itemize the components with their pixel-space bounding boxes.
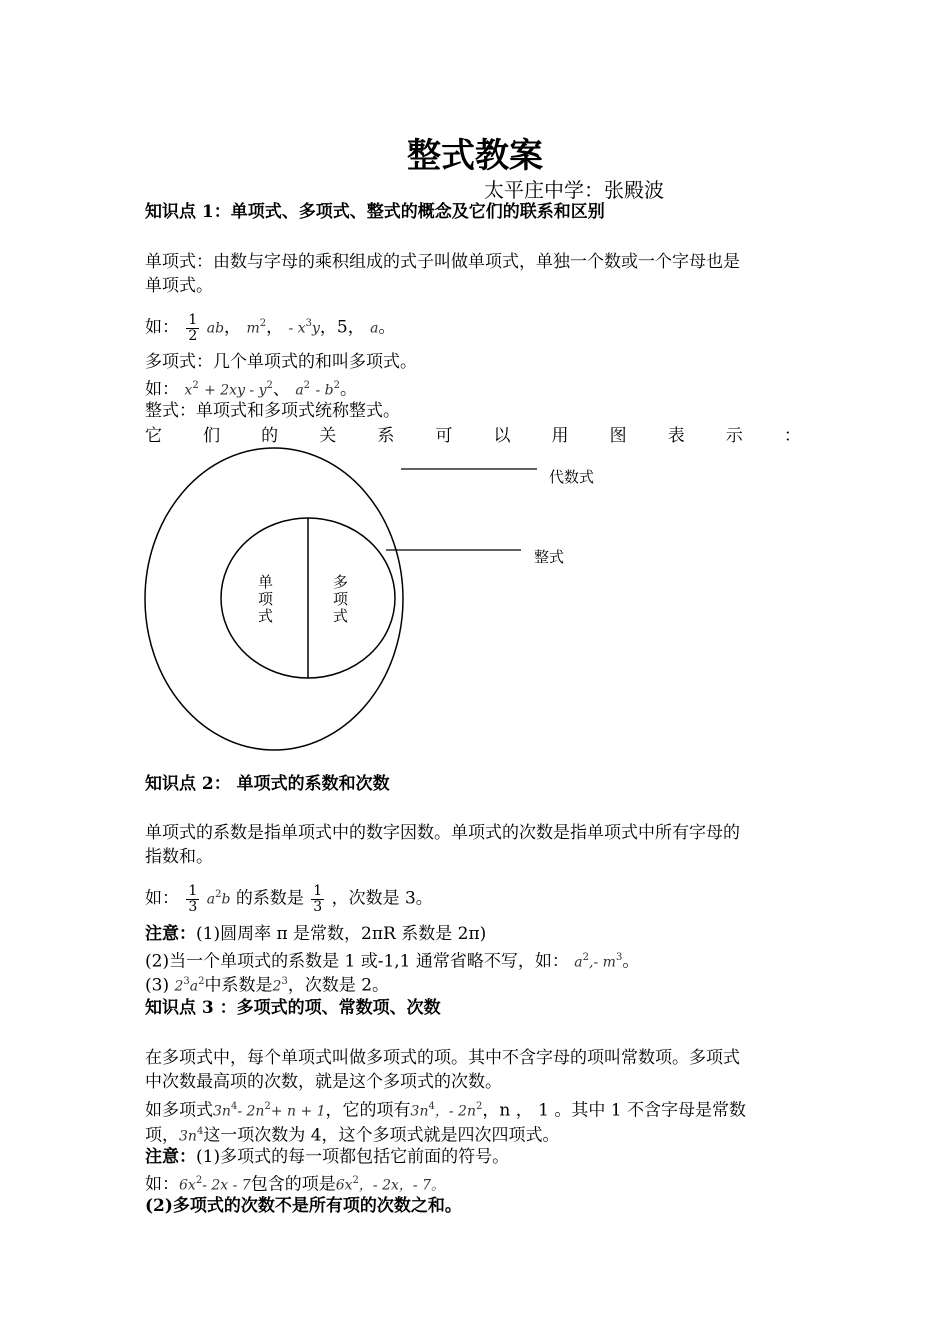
label-poly-2: 项 (333, 590, 349, 608)
fraction-coef: $\frac{1}{3}$ (313, 882, 323, 915)
kp3-def-line1: 在多项式中，每个单项式叫做多项式的项。其中不含字母的项叫常数项。多项式 (145, 1048, 740, 1068)
kp1-mono-def-line2: 单项式。 (145, 276, 213, 296)
algebraic-expression-ellipse (145, 448, 403, 750)
kp1-heading: 知识点 1：单项式、多项式、整式的概念及它们的联系和区别 (145, 202, 605, 222)
kp1-relation-line: 它 们 的 关 系 可 以 用 图 表 示 ： (145, 426, 801, 446)
fraction-third: $\frac{1}{3}$ (188, 882, 198, 915)
kp3-note-2: (2)多项式的次数不是所有项的次数之和。 (145, 1196, 462, 1216)
label-poly-1: 多 (333, 573, 349, 591)
kp1-poly-examples: 如： $x^2 + 2xy - y^2$、 $a^2 - b^2$。 (145, 379, 357, 400)
kp2-note-1: 注意：(1)圆周率 π 是常数，2πR 系数是 2π) (145, 924, 487, 944)
kp2-def-line2: 指数和。 (145, 847, 213, 867)
kp3-example-line1: 如多项式$3n^4-$ $2n^2+ n + 1$，它的项有$3n^4$，- $2n^2$，n ， 1 。其中 1 不含字母是常数 (145, 1100, 746, 1121)
label-mono-3: 式 (258, 607, 274, 625)
kp1-mono-def-line1: 单项式：由数与字母的乘积组成的式子叫做单项式，单独一个数或一个字母也是 (145, 252, 740, 272)
kp2-note-2: (2)当一个单项式的系数是 1 或-1,1 通常省略不写，如： $a^2,-$ $m^3$。 (145, 951, 640, 972)
fraction-half: $\frac{1}{2}$ (188, 311, 198, 344)
page-title: 整式教案 (407, 136, 543, 176)
example-prefix: 如： (145, 317, 179, 338)
kp2-def-line1: 单项式的系数是指单项式中的数字因数。单项式的次数是指单项式中所有字母的 (145, 823, 740, 843)
label-poly-3: 式 (333, 607, 349, 625)
kp3-heading: 知识点 3 ：多项式的项、常数项、次数 (145, 998, 441, 1018)
label-algebraic: 代数式 (549, 468, 595, 486)
kp1-integral-def: 整式：单项式和多项式统称整式。 (145, 401, 400, 421)
kp3-example-line2: 项，$3n^4$这一项次数为 4，这个多项式就是四次四项式。 (145, 1125, 560, 1146)
label-mono-2: 项 (258, 590, 274, 608)
label-mono-1: 单 (258, 573, 274, 591)
kp1-mono-examples: 如： $\frac{1}{2}$ ab， $m^2$， - $x^3y$，5， a。 (145, 311, 396, 344)
label-integral: 整式 (534, 548, 565, 566)
kp1-poly-def: 多项式：几个单项式的和叫多项式。 (145, 352, 417, 372)
kp2-note-3: (3) $2^3a^2$中系数是$2^3$，次数是 2。 (145, 975, 390, 996)
kp3-note-example: 如：$6x^2-$ 2x - 7包含的项是$6x^2$，- 2x，- 7。 (145, 1174, 445, 1195)
kp2-example: 如： $\frac{1}{3}$ $a^2b$ 的系数是 $\frac{1}{3}$ ，次数是 3。 (145, 882, 433, 915)
kp3-def-line2: 中次数最高项的次数，就是这个多项式的次数。 (145, 1072, 502, 1092)
author-line: 太平庄中学：张殿波 (484, 178, 664, 202)
kp3-note-1: 注意：(1)多项式的每一项都包括它前面的符号。 (145, 1147, 510, 1167)
kp2-heading: 知识点 2： 单项式的系数和次数 (145, 774, 390, 794)
